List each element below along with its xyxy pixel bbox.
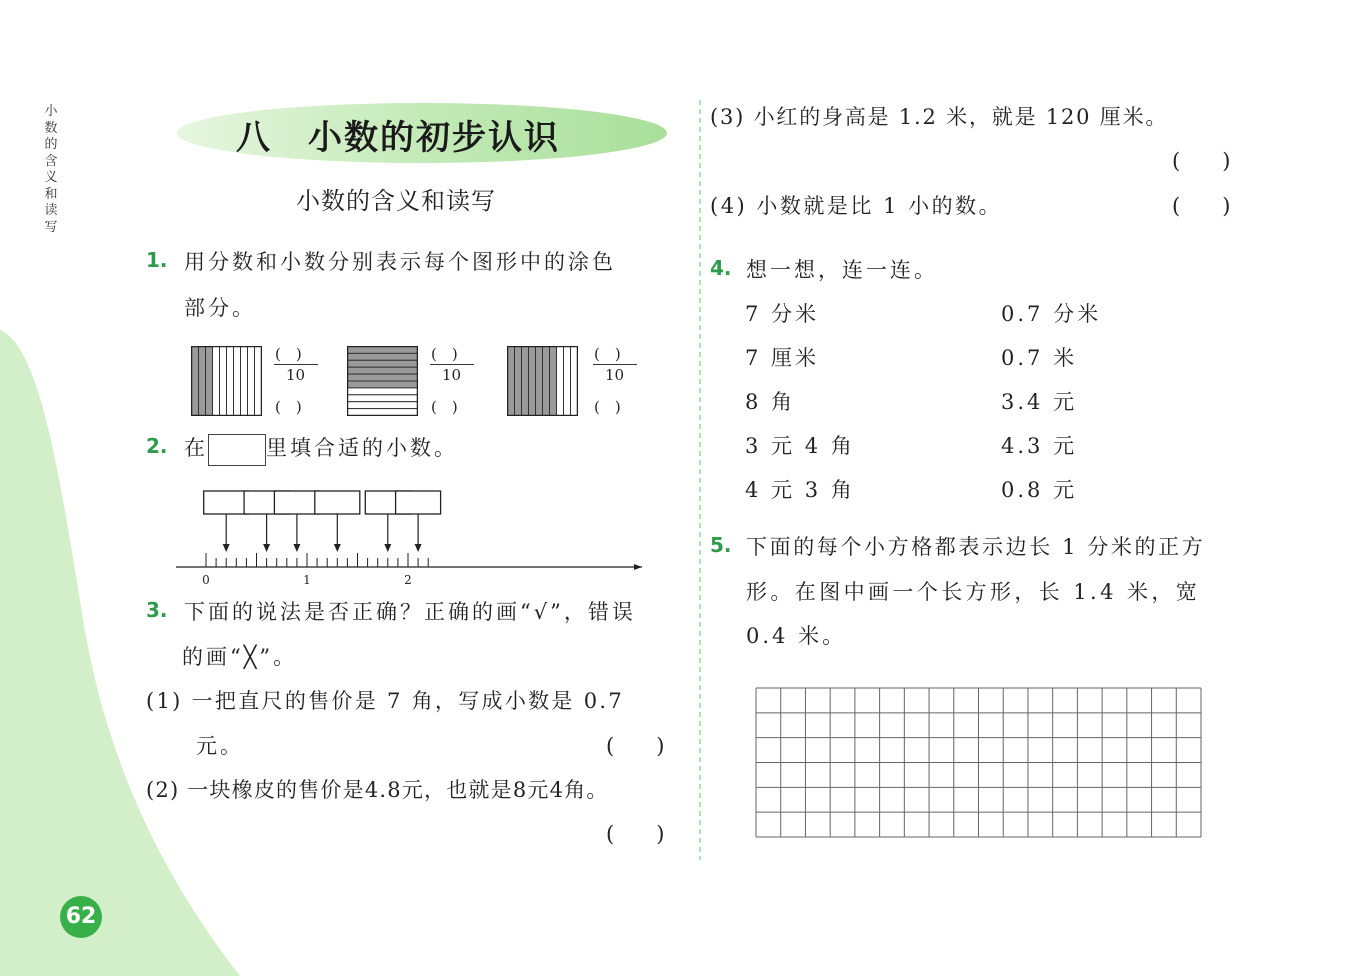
q3-text-line1: 下面的说法是否正确？正确的画“√”，错误 <box>184 600 636 624</box>
pointer-arrow-head <box>334 544 341 552</box>
figure-strip <box>348 360 418 367</box>
figure-strip <box>348 409 418 416</box>
number-line-label: 2 <box>404 573 412 587</box>
q4-left-item[interactable]: 4 元 3 角 <box>745 478 855 502</box>
q3-number: 3. <box>146 598 168 622</box>
number-line-label: 0 <box>202 573 210 587</box>
answer-box <box>315 491 360 514</box>
fig1-decimal-blank[interactable]: ( ) <box>275 398 302 416</box>
figure-strip <box>241 347 248 416</box>
q4-left-item[interactable]: 8 角 <box>745 390 796 414</box>
figure-strip <box>515 347 522 416</box>
figure-strip <box>348 367 418 374</box>
q4-right-item[interactable]: 3.4 元 <box>1001 390 1078 414</box>
q4-left-item[interactable]: 7 厘米 <box>745 346 820 370</box>
fig1-denominator: 10 <box>286 366 306 384</box>
q2-number: 2. <box>146 434 168 458</box>
q4-right-item[interactable]: 4.3 元 <box>1001 434 1078 458</box>
q3-item1-line2: 元。 <box>196 734 244 758</box>
figure-strip <box>348 353 418 360</box>
q2-text-after: 里填合适的小数。 <box>266 436 458 460</box>
figure-strip <box>199 347 206 416</box>
fig1-fraction-bar <box>274 364 318 365</box>
q5-text-line1: 下面的每个小方格都表示边长 1 分米的正方 <box>746 535 1206 559</box>
figure-strip <box>255 347 262 416</box>
q4-number: 4. <box>710 256 732 280</box>
q4-text: 想一想，连一连。 <box>746 258 938 282</box>
fig3-decimal-blank[interactable]: ( ) <box>594 398 621 416</box>
fig2-fraction-bar <box>430 364 474 365</box>
q1-number: 1. <box>146 248 168 272</box>
fig3-fraction-numerator[interactable]: ( ) <box>594 345 621 363</box>
number-line[interactable] <box>170 484 660 589</box>
q1-text-line2: 部分。 <box>184 296 256 320</box>
q5-text-line3: 0.4 米。 <box>746 624 847 648</box>
figure-strip <box>234 347 241 416</box>
q3-item1-answer[interactable]: ( ) <box>606 734 665 758</box>
pointer-arrow-head <box>415 544 422 552</box>
answer-box <box>396 491 441 514</box>
fig3-denominator: 10 <box>605 366 625 384</box>
q3-text-line2: 的画“╳”。 <box>182 645 298 669</box>
q2-inline-box <box>208 434 266 466</box>
fig2-decimal-blank[interactable]: ( ) <box>431 398 458 416</box>
q3-item1-line1: (1) 一把直尺的售价是 7 角，写成小数是 0.7 <box>146 689 625 713</box>
figure-strip <box>227 347 234 416</box>
q2-text-before: 在 <box>184 436 208 460</box>
pointer-arrow-head <box>384 544 391 552</box>
q3-item4-line1: (4) 小数就是比 1 小的数。 <box>710 194 1003 218</box>
q4-right-item[interactable]: 0.7 米 <box>1001 346 1078 370</box>
q3-item3-answer[interactable]: ( ) <box>1172 149 1231 173</box>
pointer-arrow-head <box>293 544 300 552</box>
figure-strip <box>508 347 515 416</box>
fig2-denominator: 10 <box>442 366 462 384</box>
pointer-arrow-head <box>263 544 270 552</box>
q3-item4-answer[interactable]: ( ) <box>1172 194 1231 218</box>
figure-strip <box>348 388 418 395</box>
q1-text-line1: 用分数和小数分别表示每个图形中的涂色 <box>184 250 616 274</box>
figure-strip <box>348 395 418 402</box>
figure-strip <box>536 347 543 416</box>
page-title: 八 小数的初步认识 <box>236 118 560 158</box>
q3-item2-line1: (2) 一块橡皮的售价是4.8元，也就是8元4角。 <box>146 778 609 802</box>
q4-left-item[interactable]: 7 分米 <box>745 302 820 326</box>
figure-strip <box>220 347 227 416</box>
figure-strip <box>564 347 571 416</box>
figure-1-shaded-columns <box>191 346 262 416</box>
figure-strip <box>543 347 550 416</box>
page-number-badge: 62 <box>60 896 102 938</box>
figure-strip <box>557 347 564 416</box>
figure-strip <box>206 347 213 416</box>
q4-right-item[interactable]: 0.7 分米 <box>1001 302 1102 326</box>
side-running-label: 小数的含义和读写 <box>44 104 58 235</box>
figure-strip <box>571 347 578 416</box>
figure-strip <box>348 402 418 409</box>
fig3-fraction-bar <box>593 364 637 365</box>
figure-strip <box>550 347 557 416</box>
answer-box <box>274 491 319 514</box>
figure-strip <box>529 347 536 416</box>
figure-strip <box>213 347 220 416</box>
q5-number: 5. <box>710 533 732 557</box>
figure-3-shaded-columns <box>507 346 578 416</box>
figure-strip <box>348 374 418 381</box>
figure-strip <box>348 381 418 388</box>
figure-strip <box>192 347 199 416</box>
figure-strip <box>522 347 529 416</box>
number-line-arrowhead <box>634 564 642 570</box>
q4-right-item[interactable]: 0.8 元 <box>1001 478 1078 502</box>
answer-box <box>204 491 249 514</box>
q2-text <box>184 432 458 466</box>
q5-text-line2: 形。在图中画一个长方形，长 1.4 米，宽 <box>746 580 1201 604</box>
q3-item2-answer[interactable]: ( ) <box>606 822 665 846</box>
figure-2-shaded-rows <box>347 346 418 416</box>
figure-strip <box>248 347 255 416</box>
number-line-label: 1 <box>303 573 311 587</box>
pointer-arrow-head <box>223 544 230 552</box>
q4-left-item[interactable]: 3 元 4 角 <box>745 434 855 458</box>
fig1-fraction-numerator[interactable]: ( ) <box>275 345 302 363</box>
section-subtitle: 小数的含义和读写 <box>296 187 496 215</box>
figure-strip <box>348 347 418 354</box>
q3-item3-line1: (3) 小红的身高是 1.2 米，就是 120 厘米。 <box>710 105 1169 129</box>
fig2-fraction-numerator[interactable]: ( ) <box>431 345 458 363</box>
square-grid[interactable] <box>755 687 1202 838</box>
